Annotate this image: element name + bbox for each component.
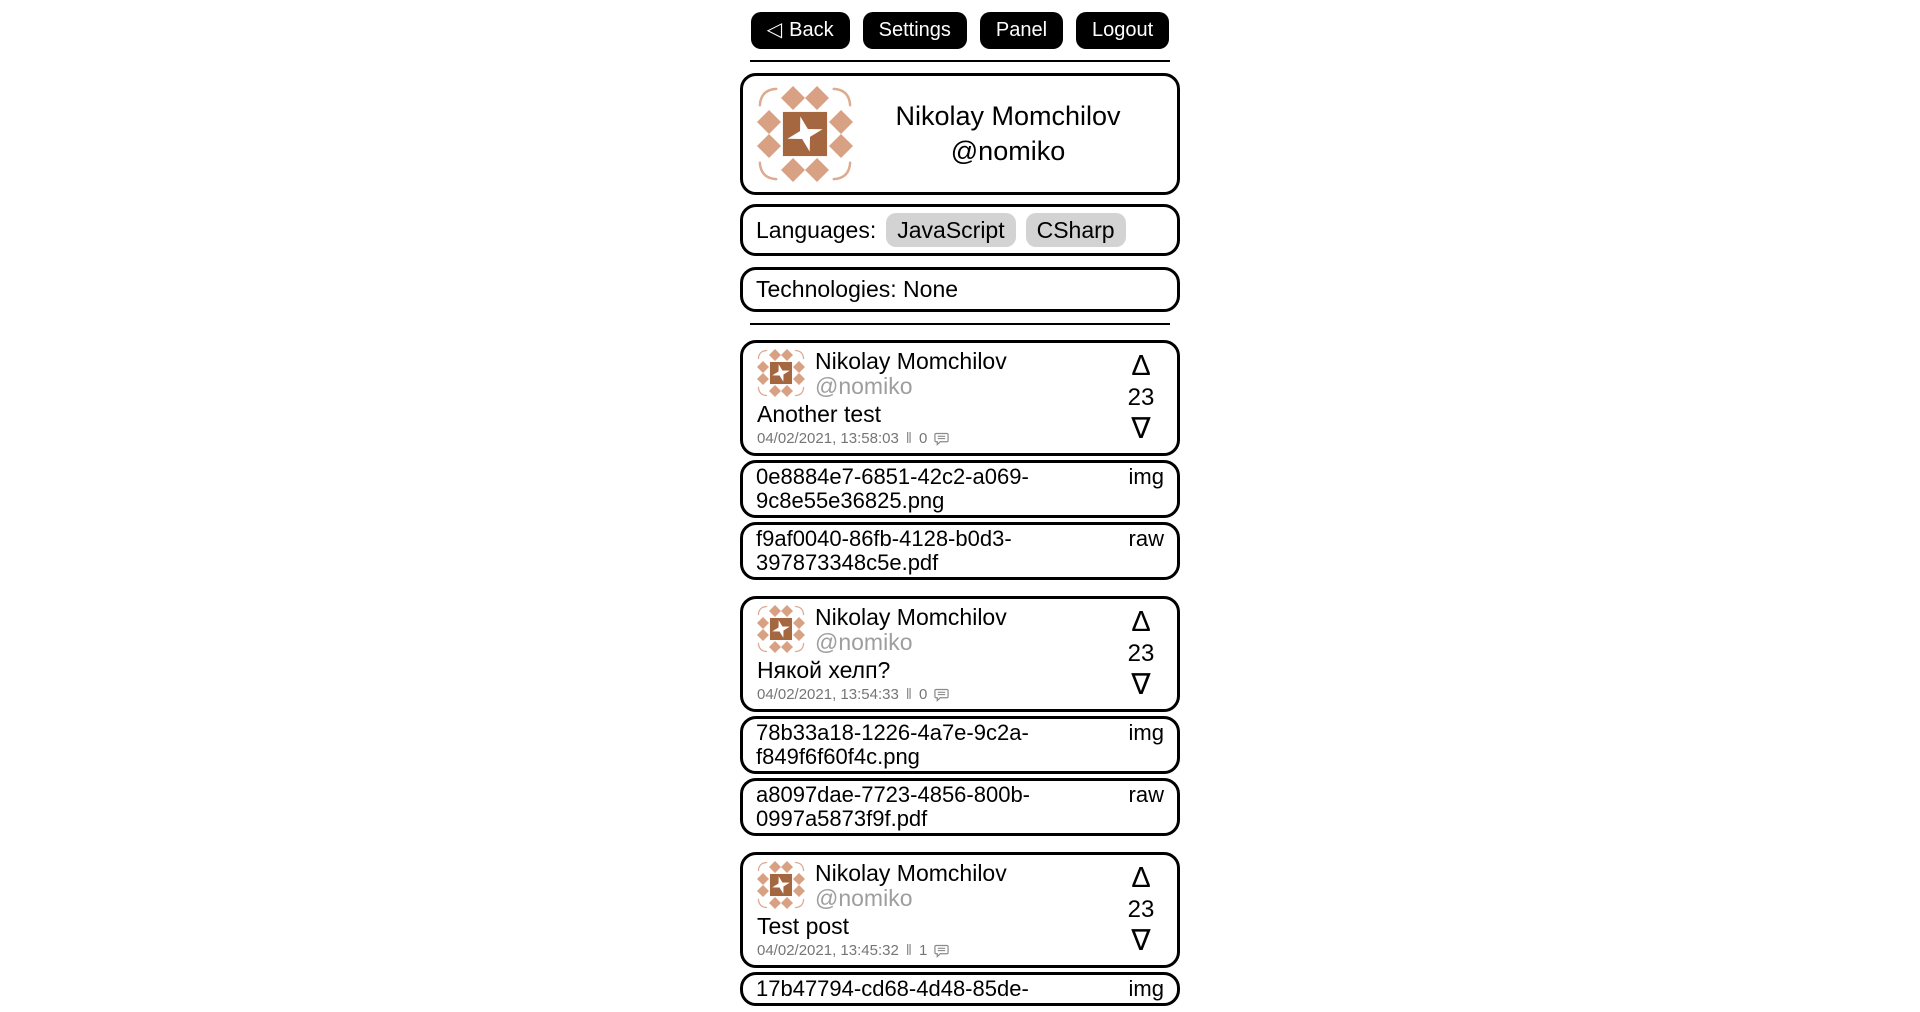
post-title: Test post <box>757 913 850 940</box>
toolbar <box>740 12 1180 49</box>
comment-icon <box>934 688 949 703</box>
post-meta <box>757 431 1115 447</box>
post-timestamp: 04/02/2021, 13:54:33 <box>757 686 899 704</box>
divider-top <box>750 60 1170 62</box>
attachment-card[interactable] <box>740 716 1180 774</box>
profile-avatar <box>757 86 853 182</box>
attachment-filename: a8097dae-7723-4856-800b-0997a5873f9f.pdf <box>756 782 1031 832</box>
post-card[interactable] <box>740 852 1180 968</box>
post <box>740 852 1180 1006</box>
upvote-button[interactable]: Δ <box>1131 606 1151 639</box>
profile-names <box>853 99 1163 169</box>
attachment-card[interactable] <box>740 522 1180 580</box>
post-meta <box>757 687 1115 703</box>
languages-label: Languages: <box>756 216 877 243</box>
comment-icon <box>934 944 949 959</box>
post-card[interactable] <box>740 596 1180 712</box>
comment-count: 0 <box>919 430 928 448</box>
attachment-filename: 0e8884e7-6851-42c2-a069-9c8e55e36825.png <box>756 464 1029 514</box>
back-arrow-icon: ◁ <box>766 19 783 41</box>
meta-separator: ‖ <box>905 942 912 960</box>
post-card[interactable] <box>740 340 1180 456</box>
attachment-type: raw <box>1128 526 1164 552</box>
profile-page <box>740 0 1180 1006</box>
post-timestamp: 04/02/2021, 13:58:03 <box>757 430 899 448</box>
post-avatar <box>757 349 805 397</box>
attachment-type: raw <box>1128 782 1164 808</box>
post-author: Nikolay Momchilov <box>815 604 1007 631</box>
attachment-card[interactable] <box>740 972 1180 1006</box>
logout-button[interactable]: Logout <box>1076 12 1169 49</box>
post-score: 23 <box>1127 640 1155 668</box>
technologies-card <box>740 267 1180 312</box>
post-score: 23 <box>1127 896 1155 924</box>
post-handle: @nomiko <box>815 885 913 912</box>
attachment-type: img <box>1128 464 1164 490</box>
comment-count: 1 <box>919 942 928 960</box>
post-avatar <box>757 605 805 653</box>
post-handle: @nomiko <box>815 373 913 400</box>
downvote-button[interactable]: ∇ <box>1131 668 1151 701</box>
attachment-filename: 17b47794-cd68-4d48-85de- <box>756 976 1029 1002</box>
meta-separator: ‖ <box>905 686 912 704</box>
profile-card <box>740 73 1180 195</box>
settings-button[interactable]: Settings <box>863 12 967 49</box>
downvote-button[interactable]: ∇ <box>1131 924 1151 957</box>
post-handle: @nomiko <box>815 629 913 656</box>
meta-separator: ‖ <box>905 430 912 448</box>
post <box>740 340 1180 580</box>
comment-count: 0 <box>919 686 928 704</box>
vote-column <box>1115 861 1167 959</box>
post-author: Nikolay Momchilov <box>815 348 1007 375</box>
attachment-card[interactable] <box>740 460 1180 518</box>
post-score: 23 <box>1127 384 1155 412</box>
post-timestamp: 04/02/2021, 13:45:32 <box>757 942 899 960</box>
language-badge-csharp: CSharp <box>1026 213 1126 247</box>
post-title: Някой хелп? <box>757 657 891 684</box>
back-button[interactable] <box>751 12 850 49</box>
language-badge-javascript: JavaScript <box>886 213 1015 247</box>
post-title: Another test <box>757 401 882 428</box>
vote-column <box>1115 605 1167 703</box>
post-main <box>757 861 1115 959</box>
comment-icon <box>934 432 949 447</box>
post-names <box>815 605 1007 655</box>
attachment-filename: f9af0040-86fb-4128-b0d3-397873348c5e.pdf <box>756 526 1012 576</box>
attachment-filename: 78b33a18-1226-4a7e-9c2a-f849f6f60f4c.png <box>756 720 1029 770</box>
post-avatar <box>757 861 805 909</box>
upvote-button[interactable]: Δ <box>1131 350 1151 383</box>
downvote-button[interactable]: ∇ <box>1131 412 1151 445</box>
post-names <box>815 861 1007 911</box>
post-head <box>757 861 1115 911</box>
post-main <box>757 605 1115 703</box>
post <box>740 596 1180 836</box>
profile-handle: @nomiko <box>950 136 1066 166</box>
divider-feed <box>750 323 1170 325</box>
post-head <box>757 349 1115 399</box>
post-head <box>757 605 1115 655</box>
technologies-label: Technologies: None <box>756 276 959 303</box>
panel-button[interactable]: Panel <box>980 12 1063 49</box>
attachment-type: img <box>1128 976 1164 1002</box>
post-names <box>815 349 1007 399</box>
post-main <box>757 349 1115 447</box>
vote-column <box>1115 349 1167 447</box>
posts-feed <box>740 336 1180 1006</box>
languages-card <box>740 204 1180 256</box>
post-author: Nikolay Momchilov <box>815 860 1007 887</box>
profile-name: Nikolay Momchilov <box>895 100 1121 131</box>
attachment-type: img <box>1128 720 1164 746</box>
post-meta <box>757 943 1115 959</box>
back-button-label: Back <box>789 19 834 41</box>
attachment-card[interactable] <box>740 778 1180 836</box>
upvote-button[interactable]: Δ <box>1131 862 1151 895</box>
